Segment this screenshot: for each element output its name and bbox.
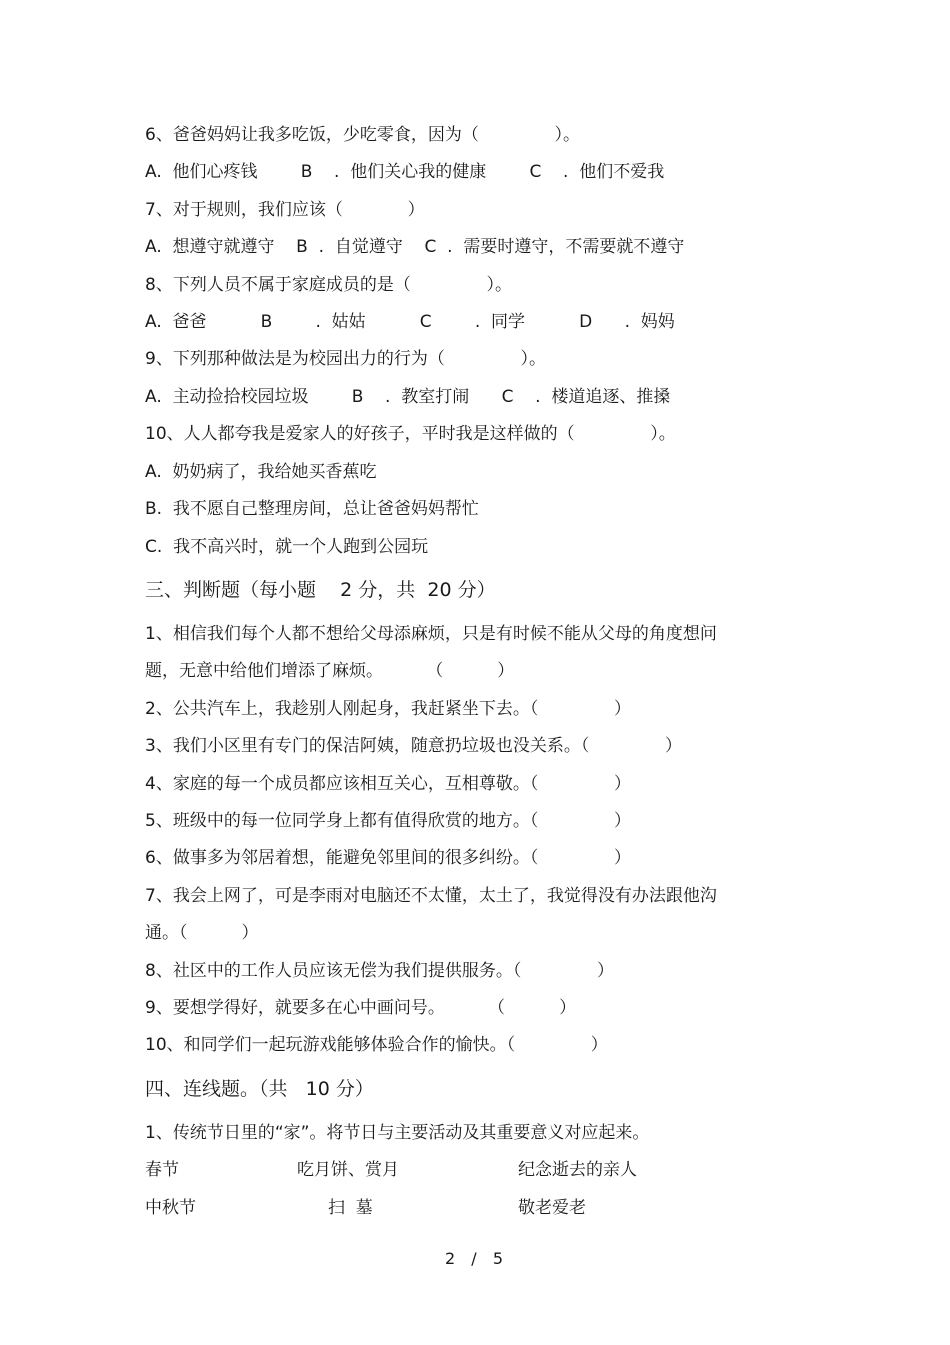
question-9: 9、下列那种做法是为校园出力的行为（ ）。 (145, 349, 546, 369)
match-activity-mooncake: 吃月饼、赏月 (297, 1160, 399, 1180)
judge-8: 8、社区中的工作人员应该无偿为我们提供服务。（ ） (145, 961, 614, 981)
match-meaning-remember: 纪念逝去的亲人 (518, 1160, 637, 1180)
judge-2: 2、公共汽车上，我趁别人刚起身，我赶紧坐下去。（ ） (145, 699, 631, 719)
judge-7-line1: 7、我会上网了，可是李雨对电脑还不太懂，太土了，我觉得没有办法跟他沟 (145, 886, 717, 906)
judge-10: 10、和同学们一起玩游戏能够体验合作的愉快。（ ） (145, 1035, 608, 1055)
judge-9: 9、要想学得好，就要多在心中画问号。 （ ） (145, 998, 577, 1018)
question-10-option-c: C. 我不高兴时，就一个人跑到公园玩 (145, 537, 429, 557)
match-question-1: 1、传统节日里的“家”。将节日与主要活动及其重要意义对应起来。 (145, 1123, 650, 1143)
question-6: 6、爸爸妈妈让我多吃饭，少吃零食，因为（ ）。 (145, 125, 580, 145)
question-8-options: A. 爸爸 B . 姑姑 C . 同学 D . 妈妈 (145, 312, 675, 332)
judge-1-line1: 1、相信我们每个人都不想给父母添麻烦，只是有时候不能从父母的角度想问 (145, 624, 717, 644)
question-7-options: A. 想遵守就遵守 B . 自觉遵守 C . 需要时遵守，不需要就不遵守 (145, 237, 685, 257)
match-activity-tomb: 扫 墓 (328, 1198, 373, 1218)
page-number: 2 / 5 (444, 1249, 506, 1268)
question-8: 8、下列人员不属于家庭成员的是（ ）。 (145, 275, 512, 295)
question-10-option-a: A. 奶奶病了，我给她买香蕉吃 (145, 462, 377, 482)
section-judge-heading: 三、判断题（每小题 2 分，共 20 分） (145, 579, 496, 601)
judge-5: 5、班级中的每一位同学身上都有值得欣赏的地方。（ ） (145, 811, 631, 831)
match-meaning-respect: 敬老爱老 (518, 1198, 586, 1218)
judge-3: 3、我们小区里有专门的保洁阿姨，随意扔垃圾也没关系。（ ） (145, 736, 682, 756)
judge-7-line2: 通。（ ） (145, 923, 259, 943)
match-festival-spring: 春节 (145, 1160, 179, 1180)
judge-6: 6、做事多为邻居着想，能避免邻里间的很多纠纷。（ ） (145, 848, 631, 868)
question-10: 10、人人都夸我是爱家人的好孩子，平时我是这样做的（ ）。 (145, 424, 676, 444)
judge-4: 4、家庭的每一个成员都应该相互关心，互相尊敬。（ ） (145, 774, 631, 794)
question-10-option-b: B. 我不愿自己整理房间，总让爸爸妈妈帮忙 (145, 499, 479, 519)
section-match-heading: 四、连线题。（共 10 分） (145, 1078, 374, 1100)
judge-1-line2: 题，无意中给他们增添了麻烦。 （ ） (145, 661, 515, 681)
match-festival-midautumn: 中秋节 (145, 1198, 196, 1218)
question-7: 7、对于规则，我们应该（ ） (145, 200, 425, 220)
question-9-options: A. 主动捡拾校园垃圾 B . 教室打闹 C . 楼道追逐、推搡 (145, 387, 671, 407)
question-6-options: A. 他们心疼钱 B . 他们关心我的健康 C . 他们不爱我 (145, 162, 665, 182)
